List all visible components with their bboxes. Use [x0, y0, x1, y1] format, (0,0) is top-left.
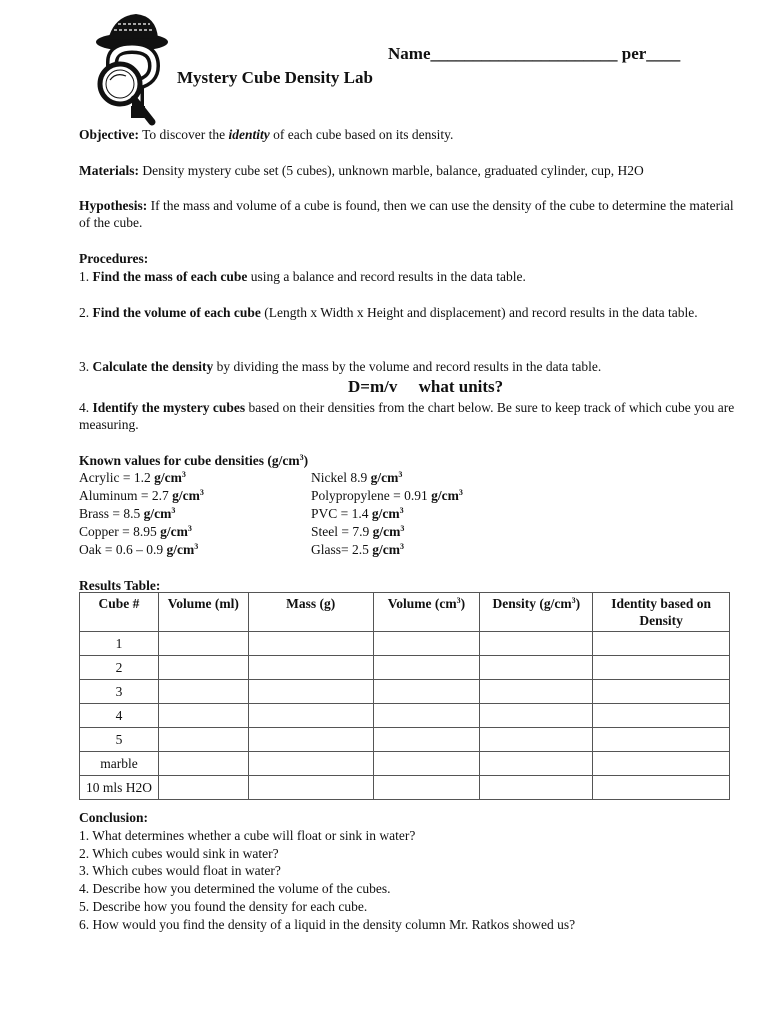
conclusion-question: 3. Which cubes would float in water?	[79, 863, 281, 879]
density-item-text: Nickel 8.9	[311, 470, 371, 485]
known-heading-sup: 3	[299, 453, 304, 462]
unit-sup: 3	[187, 524, 192, 533]
blank-cell	[373, 752, 480, 776]
col-identity: Identity based on Density	[593, 593, 730, 632]
blank-cell	[593, 728, 730, 752]
density-unit	[160, 524, 192, 539]
hypothesis-paragraph	[79, 197, 739, 231]
page-title: Mystery Cube Density Lab	[177, 68, 373, 87]
density-item	[311, 487, 463, 505]
density-list-right	[311, 469, 463, 559]
col-density-text: Density (g/cm	[492, 596, 572, 611]
conclusion-question: 2. Which cubes would sink in water?	[79, 845, 279, 861]
density-unit	[431, 488, 463, 503]
density-item-text: Brass = 8.5	[79, 506, 144, 521]
known-heading-close: )	[303, 453, 309, 468]
blank-cell	[480, 632, 593, 656]
conclusion-question: 4. Describe how you determined the volume of the cubes.	[79, 881, 391, 897]
row-label: 5	[80, 728, 159, 752]
blank-cell	[373, 704, 480, 728]
blank-cell	[480, 752, 593, 776]
known-values-heading	[79, 452, 308, 469]
unit-text: g/cm	[372, 542, 400, 557]
unit-text: g/cm	[431, 488, 459, 503]
blank-cell	[373, 656, 480, 680]
density-item-text: Glass= 2.5	[311, 542, 373, 557]
step4-bold: Identify the mystery cubes	[92, 400, 246, 415]
blank-cell	[248, 728, 373, 752]
detective-logo-icon	[84, 10, 180, 130]
blank-cell	[158, 728, 248, 752]
density-item	[79, 523, 204, 541]
blank-cell	[248, 752, 373, 776]
unit-text: g/cm	[371, 506, 400, 521]
blank-cell	[248, 680, 373, 704]
col-volume-cm3-sup: 3	[456, 596, 461, 605]
table-row	[80, 776, 730, 800]
blank-cell	[158, 776, 248, 800]
density-item-text: Steel = 7.9	[311, 524, 373, 539]
col-volume-cm3-close: )	[460, 596, 466, 611]
conclusion-question: 6. How would you find the density of a liquid in the density column Mr. Ratkos showed us?	[79, 916, 576, 932]
density-item-text: PVC = 1.4	[311, 506, 372, 521]
blank-cell	[593, 680, 730, 704]
density-item	[311, 505, 463, 523]
density-unit	[372, 506, 404, 521]
blank-cell	[373, 728, 480, 752]
conclusion-question: 1. What determines whether a cube will float or sink in water?	[79, 828, 416, 843]
step4-number: 4.	[79, 400, 93, 415]
procedures-heading-text: Procedures:	[79, 251, 149, 266]
procedure-step-1	[79, 268, 739, 285]
blank-cell	[248, 656, 373, 680]
density-unit	[372, 542, 404, 557]
density-item	[79, 505, 204, 523]
blank-cell	[480, 656, 593, 680]
table-row	[80, 680, 730, 704]
known-heading-text: Known values for cube densities (g/cm	[79, 453, 300, 468]
materials-text: Density mystery cube set (5 cubes), unknown marble, balance, graduated cylinder, cup, H2O	[138, 163, 644, 178]
col-density-close: )	[575, 596, 581, 611]
unit-text: g/cm	[166, 542, 195, 557]
col-density	[480, 593, 593, 632]
objective-emphasis: identity	[228, 127, 270, 142]
step3-text: by dividing the mass by the volume and record results in the data table.	[213, 359, 602, 374]
hypothesis-label: Hypothesis:	[79, 198, 148, 213]
density-unit	[144, 506, 176, 521]
blank-cell	[593, 656, 730, 680]
blank-cell	[158, 632, 248, 656]
blank-cell	[480, 704, 593, 728]
unit-text: g/cm	[372, 524, 401, 539]
density-item	[79, 541, 204, 559]
unit-sup: 3	[458, 488, 463, 497]
procedure-step-4	[79, 399, 739, 433]
objective-paragraph	[79, 126, 739, 143]
unit-sup: 3	[181, 470, 186, 479]
procedure-step-2	[79, 304, 729, 321]
blank-cell	[593, 752, 730, 776]
unit-sup: 3	[171, 506, 176, 515]
density-unit	[373, 524, 405, 539]
step3-bold: Calculate the density	[92, 359, 214, 374]
procedures-heading	[79, 250, 148, 267]
materials-label: Materials:	[79, 163, 139, 178]
density-item	[311, 523, 463, 541]
conclusion-list	[79, 827, 575, 933]
col-cube-number: Cube #	[80, 593, 159, 632]
density-unit	[154, 470, 186, 485]
step4-text: based on their densities from the chart below. Be sure to keep track of which cube you are measuring.	[79, 400, 735, 432]
blank-cell	[158, 752, 248, 776]
name-period-line: Name______________________ per____	[388, 44, 681, 63]
col-volume-cm3-text: Volume (cm	[387, 596, 457, 611]
density-formula: D=m/v what units?	[348, 377, 504, 396]
hypothesis-text: If the mass and volume of a cube is found, then we can use the density of the cube to determine the material of the cube.	[79, 198, 734, 230]
step2-number: 2.	[79, 305, 93, 320]
results-heading: Results Table:	[79, 578, 161, 593]
blank-cell	[248, 704, 373, 728]
density-list-left	[79, 469, 204, 559]
density-item	[311, 541, 463, 559]
unit-text: g/cm	[172, 488, 200, 503]
unit-text: g/cm	[370, 470, 399, 485]
col-mass: Mass (g)	[248, 593, 373, 632]
blank-cell	[248, 632, 373, 656]
row-label: marble	[80, 752, 159, 776]
step2-bold: Find the volume of each cube	[92, 305, 261, 320]
row-label: 1	[80, 632, 159, 656]
density-item-text: Polypropylene = 0.91	[311, 488, 432, 503]
table-row	[80, 704, 730, 728]
unit-sup: 3	[400, 542, 404, 551]
density-item	[79, 487, 204, 505]
objective-label: Objective:	[79, 127, 139, 142]
density-unit	[371, 470, 403, 485]
blank-cell	[373, 680, 480, 704]
conclusion-question: 5. Describe how you found the density for each cube.	[79, 898, 368, 914]
unit-sup: 3	[399, 506, 404, 515]
table-row	[80, 752, 730, 776]
blank-cell	[480, 776, 593, 800]
table-row	[80, 728, 730, 752]
density-item	[311, 469, 463, 487]
objective-text-before: To discover the	[138, 127, 229, 142]
density-unit	[166, 542, 198, 557]
step1-bold: Find the mass of each cube	[92, 269, 248, 284]
blank-cell	[593, 632, 730, 656]
density-item-text: Oak = 0.6 – 0.9	[79, 542, 167, 557]
blank-cell	[373, 632, 480, 656]
col-volume-ml: Volume (ml)	[158, 593, 248, 632]
conclusion-heading: Conclusion:	[79, 810, 149, 825]
blank-cell	[158, 656, 248, 680]
objective-text-after: of each cube based on its density.	[269, 127, 454, 142]
blank-cell	[480, 680, 593, 704]
blank-cell	[593, 704, 730, 728]
density-item	[79, 469, 204, 487]
density-item-text: Copper = 8.95	[79, 524, 161, 539]
step1-number: 1.	[79, 269, 93, 284]
density-item-text: Aluminum = 2.7	[79, 488, 173, 503]
unit-sup: 3	[398, 470, 403, 479]
density-unit	[172, 488, 204, 503]
step2-text: (Length x Width x Height and displacement) and record results in the data table.	[260, 305, 698, 320]
blank-cell	[158, 704, 248, 728]
table-row	[80, 656, 730, 680]
step1-text: using a balance and record results in the data table.	[247, 269, 526, 284]
row-label: 3	[80, 680, 159, 704]
blank-cell	[593, 776, 730, 800]
unit-text: g/cm	[143, 506, 172, 521]
density-item-text: Acrylic = 1.2	[79, 470, 155, 485]
col-volume-cm3	[373, 593, 480, 632]
unit-text: g/cm	[160, 524, 188, 539]
table-row	[80, 632, 730, 656]
unit-sup: 3	[400, 524, 405, 533]
unit-sup: 3	[199, 488, 204, 497]
blank-cell	[248, 776, 373, 800]
materials-paragraph	[79, 162, 739, 179]
unit-sup: 3	[194, 542, 199, 551]
step3-number: 3.	[79, 359, 93, 374]
row-label: 10 mls H2O	[80, 776, 159, 800]
table-header-row	[80, 593, 730, 632]
results-table	[79, 592, 730, 800]
blank-cell	[158, 680, 248, 704]
unit-text: g/cm	[154, 470, 182, 485]
col-density-sup: 3	[571, 596, 576, 605]
row-label: 2	[80, 656, 159, 680]
blank-cell	[480, 728, 593, 752]
procedure-step-3	[79, 358, 739, 375]
blank-cell	[373, 776, 480, 800]
row-label: 4	[80, 704, 159, 728]
